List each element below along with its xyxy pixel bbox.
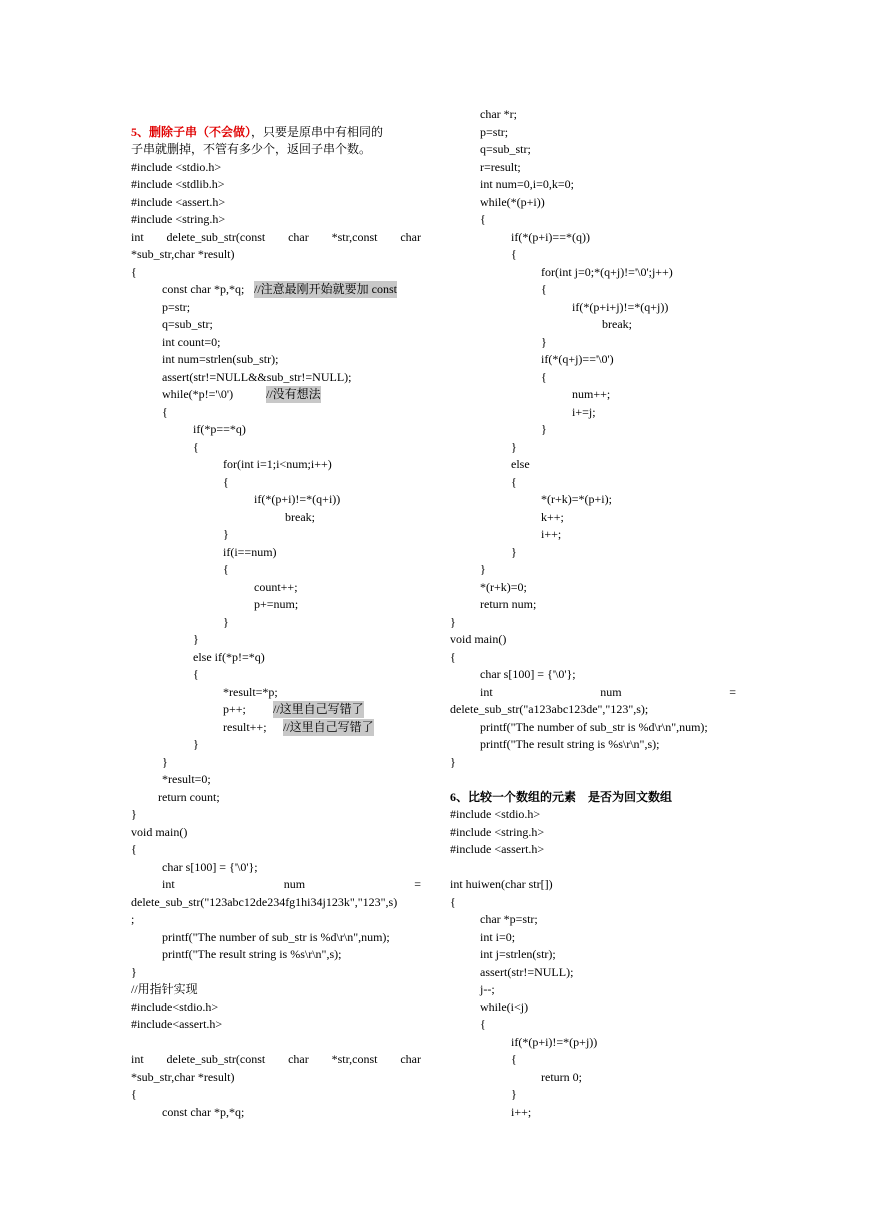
code-line: {: [511, 475, 517, 489]
code-line: for(int i=1;i<num;i++): [223, 457, 332, 471]
code-line: {: [131, 842, 137, 856]
code-line: for(int j=0;*(q+j)!='\0';j++): [541, 265, 673, 279]
code-line: void main(): [450, 632, 507, 646]
code-line: assert(str!=NULL&&sub_str!=NULL);: [162, 370, 352, 384]
code-line: }: [450, 755, 456, 769]
code-line: *result=*p;: [223, 685, 278, 699]
code-line: printf("The number of sub_str is %d\r\n",num);: [480, 720, 708, 734]
code-line: }: [131, 965, 137, 979]
code-line: {: [480, 1017, 486, 1031]
section-title: 5、删除子串（不会做）: [131, 125, 252, 139]
code-line: else: [511, 457, 530, 471]
code-line: {: [131, 265, 137, 279]
code-line: result++;: [223, 720, 267, 734]
code-line: return count;: [158, 790, 220, 804]
section-heading: 6、比较一个数组的元素 是否为回文数组: [450, 790, 673, 804]
code-line: {: [450, 650, 456, 664]
code-line: p+=num;: [254, 597, 299, 611]
code-line: #include <stdio.h>: [131, 160, 222, 174]
code-line: }: [162, 755, 168, 769]
code-line: else if(*p!=*q): [193, 650, 265, 664]
code-line: int num =: [480, 685, 736, 699]
code-line: }: [223, 615, 229, 629]
code-line: {: [162, 405, 168, 419]
section-description: 子串就删掉，不管有多少个，返回子串个数。: [131, 142, 372, 156]
code-line: if(*(p+i)==*(q)): [511, 230, 590, 244]
section-description: ，只要是原串中有相同的: [251, 125, 384, 139]
code-line: }: [131, 807, 137, 821]
code-line: *result=0;: [162, 772, 211, 786]
code-line: }: [511, 440, 517, 454]
code-line: {: [450, 895, 456, 909]
code-line: int delete_sub_str(const char *str,const char: [131, 230, 421, 244]
code-line: printf("The number of sub_str is %d\r\n",num);: [162, 930, 390, 944]
code-comment: //注意最刚开始就要加 const: [254, 282, 397, 296]
code-line: int delete_sub_str(const char *str,const char: [131, 1052, 421, 1066]
code-line: }: [511, 1087, 517, 1101]
code-line: int num =: [162, 877, 421, 891]
code-line: *sub_str,char *result): [131, 247, 235, 261]
code-line: #include <stdio.h>: [450, 807, 541, 821]
code-line: char *r;: [480, 107, 517, 121]
code-line: {: [223, 475, 229, 489]
code-line: printf("The result string is %s\r\n",s);: [480, 737, 660, 751]
code-line: }: [541, 422, 547, 436]
code-line: char s[100] = {'\0'};: [480, 667, 576, 681]
code-line: //用指针实现: [131, 982, 198, 996]
code-line: {: [193, 667, 199, 681]
code-line: #include <assert.h>: [131, 195, 226, 209]
code-line: }: [511, 545, 517, 559]
code-line: while(*(p+i)): [480, 195, 545, 209]
code-line: }: [480, 562, 486, 576]
code-line: i+=j;: [572, 405, 596, 419]
code-line: num++;: [572, 387, 611, 401]
code-line: ;: [131, 912, 135, 926]
code-line: q=sub_str;: [162, 317, 213, 331]
code-line: return 0;: [541, 1070, 582, 1084]
code-line: int i=0;: [480, 930, 516, 944]
code-line: printf("The result string is %s\r\n",s);: [162, 947, 342, 961]
code-line: #include<assert.h>: [131, 1017, 223, 1031]
code-line: count++;: [254, 580, 298, 594]
code-line: if(*(p+i)!=*(q+i)): [254, 492, 341, 506]
code-line: {: [511, 247, 517, 261]
code-line: int num=strlen(sub_str);: [162, 352, 279, 366]
code-line: {: [480, 212, 486, 226]
code-line: int j=strlen(str);: [480, 947, 556, 961]
code-comment: //没有想法: [266, 387, 321, 401]
code-line: }: [193, 737, 199, 751]
code-line: {: [193, 440, 199, 454]
code-line: }: [193, 632, 199, 646]
code-line: int num=0,i=0,k=0;: [480, 177, 574, 191]
code-comment: //这里自己写错了: [273, 702, 364, 716]
code-line: {: [541, 370, 547, 384]
code-line: const char *p,*q;: [162, 1105, 245, 1119]
code-line: if(*(q+j)=='\0'): [541, 352, 614, 366]
code-line: i++;: [511, 1105, 532, 1119]
code-line: break;: [602, 317, 632, 331]
code-line: #include <string.h>: [450, 825, 545, 839]
code-line: j--;: [480, 982, 495, 996]
code-line: {: [541, 282, 547, 296]
code-line: {: [131, 1087, 137, 1101]
code-line: }: [541, 335, 547, 349]
code-line: {: [511, 1052, 517, 1066]
section-heading: [131, 124, 383, 141]
code-line: q=sub_str;: [480, 142, 531, 156]
code-line: delete_sub_str("a123abc123de","123",s);: [450, 702, 649, 716]
code-line: assert(str!=NULL);: [480, 965, 574, 979]
code-line: r=result;: [480, 160, 521, 174]
code-line: p=str;: [162, 300, 191, 314]
code-line: p=str;: [480, 125, 509, 139]
code-line: delete_sub_str("123abc12de234fg1hi34j123k","123",s): [131, 895, 398, 909]
code-line: char s[100] = {'\0'};: [162, 860, 258, 874]
code-line: return num;: [480, 597, 537, 611]
code-comment: //这里自己写错了: [283, 720, 374, 734]
code-line: void main(): [131, 825, 188, 839]
code-line: #include <string.h>: [131, 212, 226, 226]
code-line: k++;: [541, 510, 564, 524]
code-line: if(*(p+i+j)!=*(q+j)): [572, 300, 669, 314]
code-line: #include<stdio.h>: [131, 1000, 219, 1014]
code-line: *(r+k)=0;: [480, 580, 527, 594]
code-line: while(*p!='\0'): [162, 387, 234, 401]
code-line: {: [223, 562, 229, 576]
code-line: }: [223, 527, 229, 541]
code-line: }: [450, 615, 456, 629]
code-line: p++;: [223, 702, 246, 716]
code-line: if(*(p+i)!=*(p+j)): [511, 1035, 598, 1049]
code-line: if(*p==*q): [193, 422, 246, 436]
code-line: *(r+k)=*(p+i);: [541, 492, 612, 506]
code-line: #include <assert.h>: [450, 842, 545, 856]
code-line: i++;: [541, 527, 562, 541]
code-line: while(i<j): [480, 1000, 529, 1014]
code-line: *sub_str,char *result): [131, 1070, 235, 1084]
code-line: const char *p,*q;: [162, 282, 245, 296]
code-line: char *p=str;: [480, 912, 538, 926]
code-line: int huiwen(char str[]): [450, 877, 553, 891]
code-line: int count=0;: [162, 335, 221, 349]
code-line: break;: [285, 510, 315, 524]
code-line: #include <stdlib.h>: [131, 177, 225, 191]
code-line: if(i==num): [223, 545, 277, 559]
